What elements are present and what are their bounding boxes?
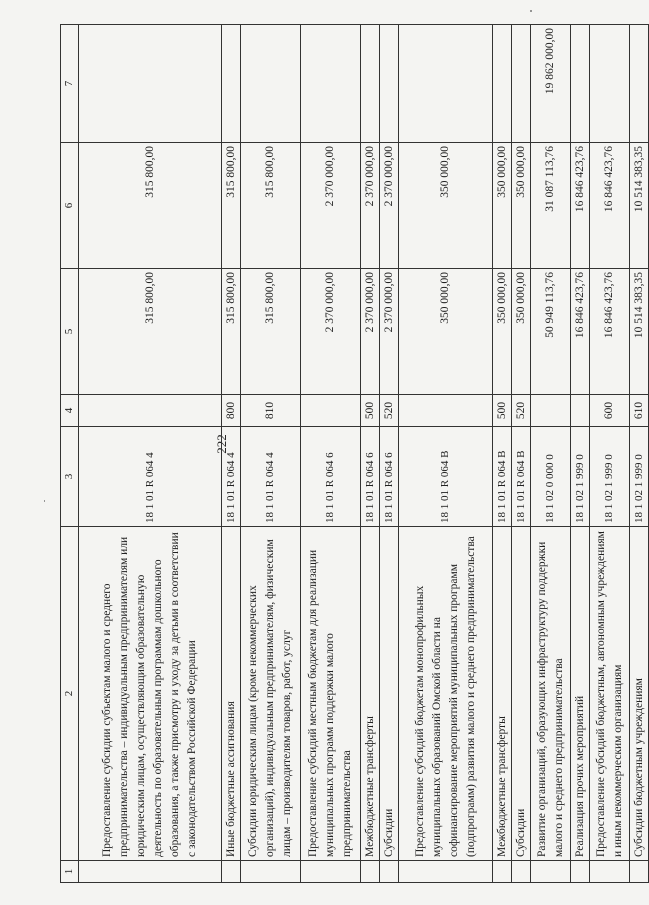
amount-col6: 315 800,00 xyxy=(241,143,301,269)
item-name: Реализация прочих мероприятий xyxy=(571,527,590,861)
budget-table xyxy=(60,24,649,883)
table-row xyxy=(361,25,380,883)
target-code: 18 1 02 0 000 0 xyxy=(531,427,571,527)
scan-speck xyxy=(530,10,532,12)
expense-type xyxy=(79,395,222,427)
expense-type xyxy=(531,395,571,427)
amount-col6: 315 800,00 xyxy=(222,143,241,269)
amount-total: 2 370 000,00 xyxy=(361,269,380,395)
amount-total: 10 514 383,35 xyxy=(630,269,649,395)
amount-col6: 10 514 383,35 xyxy=(630,143,649,269)
col-header-1: 1 xyxy=(61,861,79,883)
amount-col6: 350 000,00 xyxy=(399,143,493,269)
amount-col7 xyxy=(399,25,493,143)
table-row xyxy=(380,25,399,883)
amount-col7 xyxy=(79,25,222,143)
col-header-4: 4 xyxy=(61,395,79,427)
amount-total: 16 846 423,76 xyxy=(590,269,630,395)
row-number-cell xyxy=(380,861,399,883)
amount-col7 xyxy=(241,25,301,143)
target-code: 18 1 01 R 064 4 xyxy=(79,427,222,527)
col-header-2: 2 xyxy=(61,527,79,861)
expense-type: 520 xyxy=(512,395,531,427)
amount-col7 xyxy=(571,25,590,143)
amount-col7: 19 862 000,00 xyxy=(531,25,571,143)
table-header-row xyxy=(61,25,79,883)
table-row xyxy=(571,25,590,883)
item-name: Межбюджетные трансферты xyxy=(493,527,512,861)
target-code: 18 1 01 R 064 4 xyxy=(241,427,301,527)
amount-col6: 350 000,00 xyxy=(493,143,512,269)
amount-col6: 2 370 000,00 xyxy=(380,143,399,269)
col-header-6: 6 xyxy=(61,143,79,269)
expense-type xyxy=(399,395,493,427)
target-code: 18 1 01 R 064 В xyxy=(399,427,493,527)
target-code: 18 1 01 R 064 6 xyxy=(361,427,380,527)
item-name: Предоставление субсидий бюджетным, автономным учреждениям и иным некоммерческим организациям xyxy=(590,527,630,861)
amount-col7 xyxy=(222,25,241,143)
row-number-cell xyxy=(531,861,571,883)
target-code: 18 1 02 1 999 0 xyxy=(571,427,590,527)
expense-type xyxy=(571,395,590,427)
amount-total: 315 800,00 xyxy=(79,269,222,395)
expense-type xyxy=(301,395,361,427)
target-code: 18 1 01 R 064 4 xyxy=(222,427,241,527)
expense-type: 500 xyxy=(493,395,512,427)
table-row xyxy=(79,25,222,883)
page-number: 222 xyxy=(214,434,229,454)
target-code: 18 1 02 1 999 0 xyxy=(630,427,649,527)
amount-col6: 315 800,00 xyxy=(79,143,222,269)
expense-type: 500 xyxy=(361,395,380,427)
table-row xyxy=(493,25,512,883)
amount-col7 xyxy=(590,25,630,143)
amount-col7 xyxy=(361,25,380,143)
amount-col7 xyxy=(301,25,361,143)
row-number-cell xyxy=(630,861,649,883)
table-row xyxy=(301,25,361,883)
row-number-cell xyxy=(301,861,361,883)
target-code: 18 1 01 R 064 В xyxy=(512,427,531,527)
col-header-7: 7 xyxy=(61,25,79,143)
expense-type: 800 xyxy=(222,395,241,427)
col-header-5: 5 xyxy=(61,269,79,395)
amount-total: 315 800,00 xyxy=(241,269,301,395)
amount-total: 350 000,00 xyxy=(493,269,512,395)
amount-total: 50 949 113,76 xyxy=(531,269,571,395)
amount-total: 350 000,00 xyxy=(399,269,493,395)
row-number-cell xyxy=(241,861,301,883)
row-number-cell xyxy=(571,861,590,883)
amount-col7 xyxy=(630,25,649,143)
amount-col6: 350 000,00 xyxy=(512,143,531,269)
amount-col6: 31 087 113,76 xyxy=(531,143,571,269)
col-header-3: 3 xyxy=(61,427,79,527)
target-code: 18 1 01 R 064 В xyxy=(493,427,512,527)
table-row xyxy=(630,25,649,883)
target-code: 18 1 02 1 999 0 xyxy=(590,427,630,527)
item-name: Субсидии юридическим лицам (кроме некоммерческих организаций), индивидуальным предпринимателям, физическим лицам – производителям товаров, работ, услуг xyxy=(241,527,301,861)
row-number-cell xyxy=(361,861,380,883)
table-row xyxy=(241,25,301,883)
target-code: 18 1 01 R 064 6 xyxy=(380,427,399,527)
item-name: Развитие организаций, образующих инфраструктуру поддержки малого и среднего предпринимательства xyxy=(531,527,571,861)
item-name: Субсидии xyxy=(380,527,399,861)
expense-type: 520 xyxy=(380,395,399,427)
table-row xyxy=(590,25,630,883)
row-number-cell xyxy=(590,861,630,883)
amount-col6: 2 370 000,00 xyxy=(301,143,361,269)
amount-total: 16 846 423,76 xyxy=(571,269,590,395)
amount-total: 315 800,00 xyxy=(222,269,241,395)
item-name: Иные бюджетные ассигнования xyxy=(222,527,241,861)
item-name: Предоставление субсидии субъектам малого и среднего предпринимательства – индивидуальным предпринимателям или юридическим лицам, осуществляющим образовательную деятельность по образовательным программам дошкольного образования, а также присмотру и уходу за детьми в соответствии с законодательством Российской Федерации xyxy=(79,527,222,861)
table-row xyxy=(512,25,531,883)
amount-col7 xyxy=(512,25,531,143)
item-name: Межбюджетные трансферты xyxy=(361,527,380,861)
expense-type: 810 xyxy=(241,395,301,427)
amount-col6: 16 846 423,76 xyxy=(571,143,590,269)
amount-col6: 2 370 000,00 xyxy=(361,143,380,269)
amount-col7 xyxy=(493,25,512,143)
scan-speck xyxy=(44,500,45,502)
amount-total: 350 000,00 xyxy=(512,269,531,395)
target-code: 18 1 01 R 064 6 xyxy=(301,427,361,527)
row-number-cell xyxy=(493,861,512,883)
item-name: Предоставление субсидий местным бюджетам для реализации муниципальных программ поддержки малого предпринимательства xyxy=(301,527,361,861)
row-number-cell xyxy=(79,861,222,883)
row-number-cell xyxy=(512,861,531,883)
item-name: Предоставление субсидий бюджетам монопрофильных муниципальных образований Омской области на софинансирование мероприятий муниципальных программ (подпрограмм) развития малого и среднего предпринимательства xyxy=(399,527,493,861)
amount-col7 xyxy=(380,25,399,143)
amount-total: 2 370 000,00 xyxy=(380,269,399,395)
table-row xyxy=(531,25,571,883)
row-number-cell xyxy=(222,861,241,883)
expense-type: 610 xyxy=(630,395,649,427)
expense-type: 600 xyxy=(590,395,630,427)
table-row xyxy=(399,25,493,883)
amount-col6: 16 846 423,76 xyxy=(590,143,630,269)
rotated-page xyxy=(60,25,645,883)
row-number-cell xyxy=(399,861,493,883)
amount-total: 2 370 000,00 xyxy=(301,269,361,395)
table-row xyxy=(222,25,241,883)
item-name: Субсидии бюджетным учреждениям xyxy=(630,527,649,861)
item-name: Субсидии xyxy=(512,527,531,861)
